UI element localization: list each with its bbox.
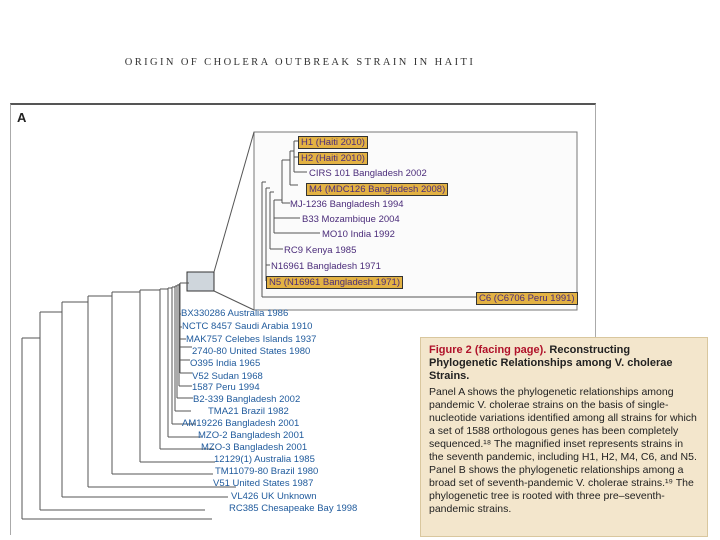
page-header: ORIGIN OF CHOLERA OUTBREAK STRAIN IN HAITI [124, 57, 476, 68]
inset-leaf: MO10 India 1992 [322, 229, 395, 240]
tree-leaf: TM11079-80 Brazil 1980 [215, 466, 319, 477]
caption-title [429, 344, 699, 383]
tree-leaf: MZO-2 Bangladesh 2001 [198, 430, 305, 441]
tree-leaf: RC385 Chesapeake Bay 1998 [229, 503, 358, 514]
inset-leaf-highlighted: N5 (N16961 Bangladesh 1971) [266, 276, 403, 289]
tree-leaf: V51 United States 1987 [213, 478, 314, 489]
inset-leaf: MJ-1236 Bangladesh 1994 [290, 199, 404, 210]
tree-leaf: VL426 UK Unknown [231, 491, 317, 502]
inset-leaf-highlighted: H2 (Haiti 2010) [298, 152, 368, 165]
tree-leaf: NCTC 8457 Saudi Arabia 1910 [182, 321, 313, 332]
tree-leaf: BX330286 Australia 1986 [181, 308, 289, 319]
caption-title-prefix: Figure 2 (facing page). [429, 344, 547, 356]
tree-leaf: MZO-3 Bangladesh 2001 [201, 442, 308, 453]
tree-leaf: TMA21 Brazil 1982 [208, 406, 289, 417]
tree-leaf: 12129(1) Australia 1985 [214, 454, 315, 465]
inset-leaf: B33 Mozambique 2004 [302, 214, 400, 225]
tree-leaf: 2740-80 United States 1980 [192, 346, 311, 357]
tree-leaf: AM19226 Bangladesh 2001 [182, 418, 300, 429]
tree-leaf: O395 India 1965 [190, 358, 261, 369]
caption-title-main: Reconstructing Phylogenetic Relationships among V. cholerae Strains. [429, 344, 673, 382]
tree-leaf: 1587 Peru 1994 [192, 382, 260, 393]
inset-leaf: CIRS 101 Bangladesh 2002 [309, 168, 427, 179]
tree-leaf: B2-339 Bangladesh 2002 [193, 394, 301, 405]
magnified-region [187, 272, 214, 291]
inset-leaf: RC9 Kenya 1985 [284, 245, 357, 256]
caption-body: Panel A shows the phylogenetic relationships among pandemic V. cholerae strains on the basis of single-nucleotide variations identified among all strains for which a set of 1588 orthologous genes has been completely sequenced.¹⁸ The magnified inset represents strains in the seventh pandemic, including H1, H2, M4, C6, and N5. Panel B shows the phylogenetic relationships among a broad set of seventh-pandemic V. cholerae strains.¹⁹ The phylogenetic tree is rooted with three pre–seventh-pandemic strains. [429, 386, 697, 515]
inset-leaf-highlighted: H1 (Haiti 2010) [298, 136, 368, 149]
inset-leaf-highlighted: C6 (C6706 Peru 1991) [476, 292, 578, 305]
inset-leaf-highlighted: M4 (MDC126 Bangladesh 2008) [306, 183, 448, 196]
inset-leaf: N16961 Bangladesh 1971 [271, 261, 381, 272]
tree-leaf: MAK757 Celebes Islands 1937 [186, 334, 317, 345]
figure-caption [420, 337, 708, 537]
tree-leaf: V52 Sudan 1968 [192, 371, 263, 382]
panel-label: A [17, 110, 27, 125]
